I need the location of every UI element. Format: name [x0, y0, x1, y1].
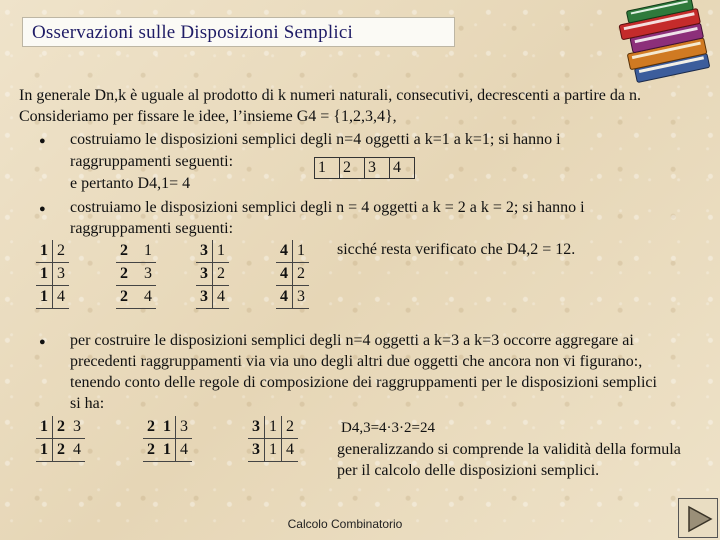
bullet3-line-2: precedenti raggruppamenti via via uno degli altri due oggetti che ancora non vi figurano:,: [70, 353, 643, 370]
triples-group-2: [143, 416, 192, 462]
cell: 2: [53, 240, 70, 263]
pairs-group-3: [196, 240, 229, 309]
cell: 3: [248, 439, 265, 462]
cell: 1: [159, 439, 176, 462]
bullet2-line-2: raggruppamenti seguenti:: [70, 220, 234, 237]
cell: 2: [116, 286, 140, 309]
cell: 1: [36, 439, 53, 462]
cell: 3: [176, 416, 193, 439]
cell: 1: [265, 439, 282, 462]
cell: 3: [196, 240, 213, 263]
cell: 4: [393, 159, 401, 176]
bullet1-line-3: e pertanto D4,1= 4: [70, 175, 191, 192]
cell: 2: [143, 439, 159, 462]
pairs-group-1: [36, 240, 69, 309]
cell: 1: [213, 240, 230, 263]
cell: 4: [176, 439, 193, 462]
pairs-group-2: [116, 240, 156, 309]
cell: 1: [36, 416, 53, 439]
cell: 2: [53, 439, 70, 462]
bullet2-line-1: costruiamo le disposizioni semplici degli n = 4 oggetti a k = 2 a k = 2; si hanno i: [70, 199, 585, 216]
formula-d43: D4,3=4·3·2=24: [341, 420, 435, 436]
bullet3-line-1: per costruire le disposizioni semplici degli n=4 oggetti a k=3 a k=3 occorre aggregare ai: [70, 332, 634, 349]
cell: 1: [36, 263, 53, 286]
cell: 3: [365, 158, 390, 179]
triples-group-1: [36, 416, 85, 462]
cell: 3: [196, 263, 213, 286]
bullet2-note: sicché resta verificato che D4,2 = 12.: [337, 241, 576, 258]
cell: 3: [53, 263, 70, 286]
bullet-icon: ●: [39, 336, 46, 348]
bullet-icon: ●: [39, 203, 46, 215]
cell: 3: [140, 263, 156, 286]
intro-line-2: Consideriamo per fissare le idee, l’insieme G4 = {1,2,3,4},: [19, 108, 397, 125]
pairs-group-4: [276, 240, 309, 309]
cell: 3: [293, 286, 310, 309]
cell: 1: [36, 240, 53, 263]
bullet3-line-4: si ha:: [70, 395, 105, 412]
books-icon: [612, 0, 718, 88]
next-slide-button[interactable]: [678, 498, 718, 538]
cell: 4: [213, 286, 230, 309]
bullet-icon: ●: [39, 135, 46, 147]
cell: 1: [159, 416, 176, 439]
cell: 1: [140, 240, 156, 263]
cell: 2: [53, 416, 70, 439]
bullet3-note-1: generalizzando si comprende la validità della formula: [337, 441, 681, 458]
footer: Calcolo Combinatorio: [287, 517, 403, 531]
cell: 1: [315, 158, 340, 179]
cell: 4: [282, 439, 299, 462]
cell: 1: [293, 240, 310, 263]
cell: 4: [69, 439, 85, 462]
bullet1-line-1: costruiamo le disposizioni semplici degli n=4 oggetti a k=1 a k=1; si hanno i: [70, 131, 561, 148]
cell: 4: [53, 286, 70, 309]
cell: 3: [248, 416, 265, 439]
cell: 2: [340, 158, 365, 179]
cell: 4: [276, 286, 293, 309]
cell: 2: [293, 263, 310, 286]
cell: 2: [282, 416, 299, 439]
cell: 2: [116, 240, 140, 263]
triples-group-3: [248, 416, 298, 462]
cell: 2: [213, 263, 230, 286]
cell: 4: [140, 286, 156, 309]
intro-line-1: In generale Dn,k è uguale al prodotto di k numeri naturali, consecutivi, decrescenti a partire da n.: [19, 87, 641, 104]
next-slide-icon: [679, 499, 719, 539]
cell: 1: [36, 286, 53, 309]
bullet3-line-3: tenendo conto delle regole di composizione dei raggruppamenti per le disposizioni semplici: [70, 374, 657, 391]
cell: 3: [69, 416, 85, 439]
cell: 4: [276, 263, 293, 286]
cell: 1: [265, 416, 282, 439]
slide-title: Osservazioni sulle Disposizioni Semplici: [22, 17, 455, 47]
singletons-table: [314, 157, 415, 179]
cell: 3: [196, 286, 213, 309]
cell: 2: [116, 263, 140, 286]
bullet3-note-2: per il calcolo delle disposizioni semplici.: [337, 462, 600, 479]
bullet1-line-2: raggruppamenti seguenti:: [70, 153, 234, 170]
cell: 2: [143, 416, 159, 439]
cell: 4: [276, 240, 293, 263]
